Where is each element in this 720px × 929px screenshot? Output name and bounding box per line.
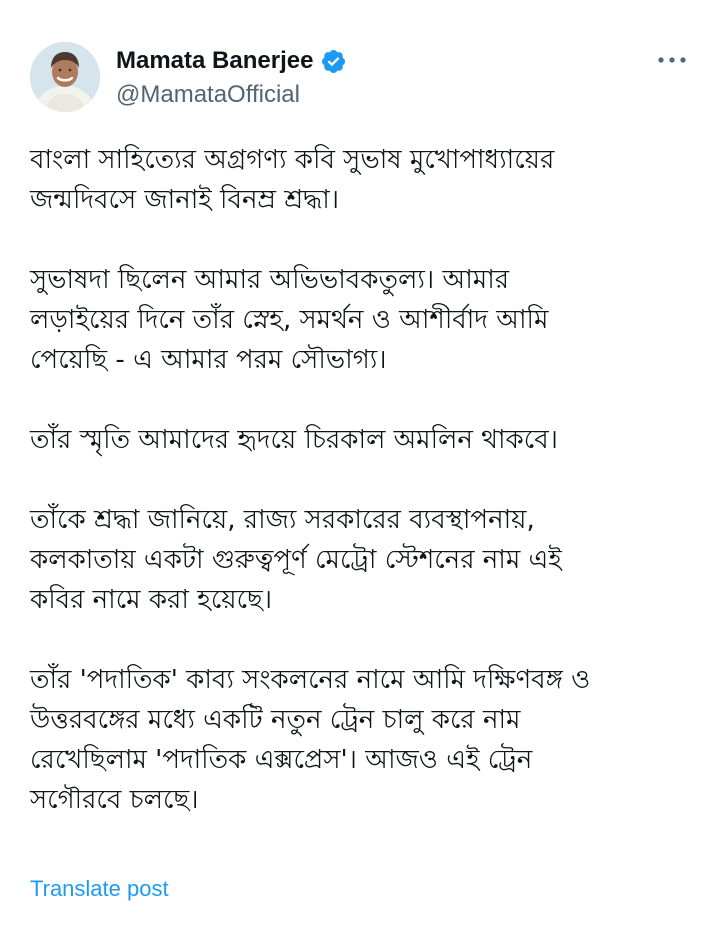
post-line: তাঁর স্মৃতি আমাদের হৃদয়ে চিরকাল অমলিন থাকবে। — [30, 425, 558, 455]
post-text — [30, 140, 700, 820]
post-line: কলকাতায় একটা গুরুত্বপূর্ণ মেট্রো স্টেশনের নাম এই — [30, 545, 562, 575]
more-options-icon — [657, 56, 687, 64]
author-display-name[interactable]: Mamata Banerjee — [116, 47, 314, 74]
author-name-row[interactable] — [116, 44, 347, 78]
post-paragraph — [30, 140, 700, 220]
post-line: তাঁর 'পদাতিক' কাব্য সংকলনের নামে আমি দক্ষিণবঙ্গ ও — [30, 665, 591, 695]
post-line: লড়াইয়ের দিনে তাঁর স্নেহ, সমর্থন ও আশীর্বাদ আমি — [30, 305, 549, 335]
post-line: তাঁকে শ্রদ্ধা জানিয়ে, রাজ্য সরকারের ব্যবস্থাপনায়, — [30, 505, 535, 535]
post-line: জন্মদিবসে জানাই বিনম্র শ্রদ্ধা। — [30, 185, 340, 215]
translate-post-link[interactable]: Translate post — [30, 876, 169, 901]
post-line: উত্তরবঙ্গের মধ্যে একটি নতুন ট্রেন চালু করে নাম — [30, 705, 521, 735]
more-options-button[interactable] — [652, 48, 692, 72]
post-line: পেয়েছি - এ আমার পরম সৌভাগ্য। — [30, 345, 387, 375]
post-paragraph — [30, 660, 700, 820]
verified-badge-icon[interactable] — [320, 48, 347, 75]
post-header — [0, 0, 720, 130]
author-handle[interactable]: @MamataOfficial — [116, 81, 300, 108]
post-line: কবির নামে করা হয়েছে। — [30, 585, 273, 615]
post-paragraph — [30, 500, 700, 620]
avatar-portrait-icon — [30, 42, 100, 112]
profile-avatar[interactable] — [30, 42, 100, 112]
post-line: বাংলা সাহিত্যের অগ্রগণ্য কবি সুভাষ মুখোপাধ্যায়ের — [30, 145, 555, 175]
post-paragraph — [30, 260, 700, 380]
post-line: সগৌরবে চলছে। — [30, 785, 199, 815]
post-line: রেখেছিলাম 'পদাতিক এক্সপ্রেস'। আজও এই ট্রেন — [30, 745, 533, 775]
post-line: সুভাষদা ছিলেন আমার অভিভাবকতুল্য। আমার — [30, 265, 510, 295]
post-paragraph — [30, 420, 700, 460]
